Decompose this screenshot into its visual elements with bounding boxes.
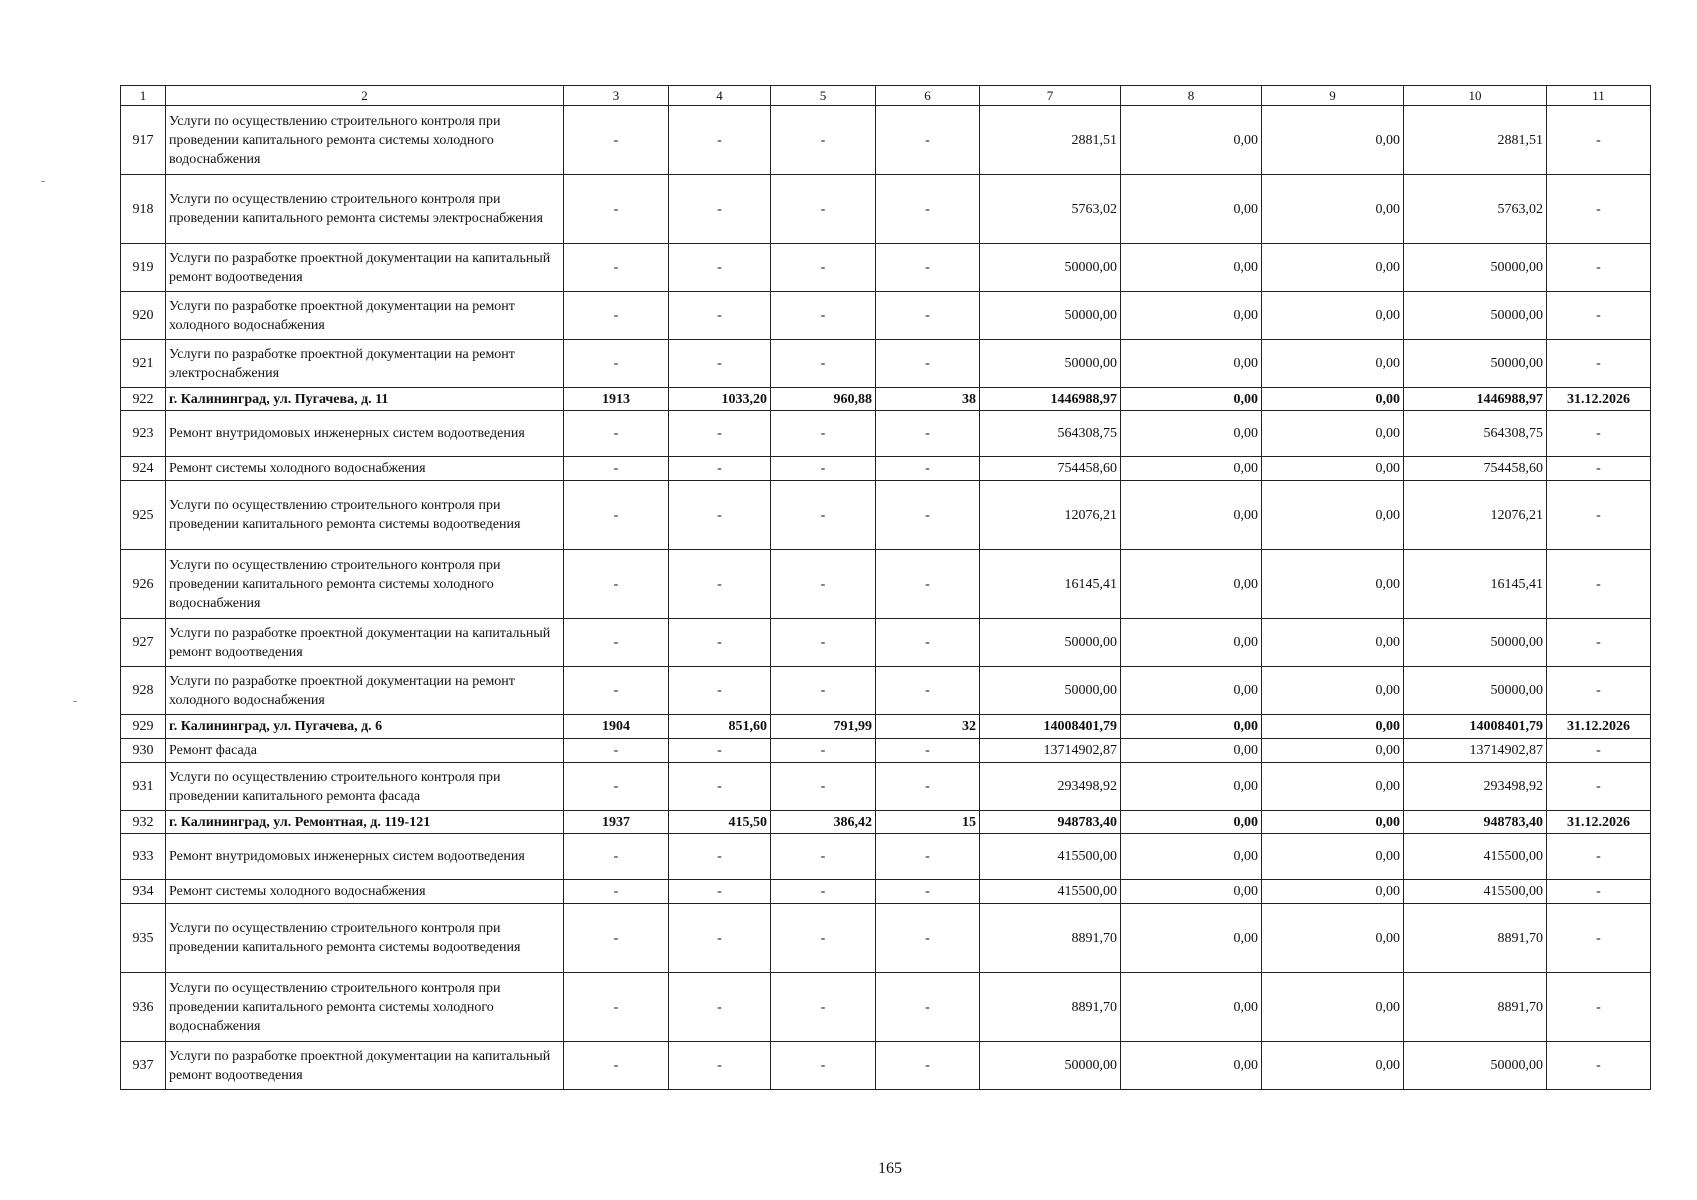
cell-col-4: - xyxy=(669,106,771,175)
cell-col-5: - xyxy=(771,340,876,388)
cell-col-10: 50000,00 xyxy=(1404,619,1547,667)
cell-col-5: - xyxy=(771,550,876,619)
work-name: Услуги по разработке проектной документации на капитальный ремонт водоотведения xyxy=(166,244,564,292)
cell-col-5: - xyxy=(771,880,876,904)
cell-col-10: 8891,70 xyxy=(1404,973,1547,1042)
cell-col-4: - xyxy=(669,481,771,550)
cell-col-10: 50000,00 xyxy=(1404,244,1547,292)
row-number: 937 xyxy=(121,1042,166,1090)
cell-col-9: 0,00 xyxy=(1262,388,1404,411)
cell-col-11: - xyxy=(1547,411,1651,457)
work-row xyxy=(121,973,1651,1042)
work-name: Услуги по осуществлению строительного контроля при проведении капитального ремонта системы водоотведения xyxy=(166,904,564,973)
cell-col-4: - xyxy=(669,739,771,763)
cell-col-4: - xyxy=(669,1042,771,1090)
cell-col-4: - xyxy=(669,834,771,880)
work-name: Услуги по осуществлению строительного контроля при проведении капитального ремонта системы холодного водоснабжения xyxy=(166,106,564,175)
cell-col-7: 564308,75 xyxy=(980,411,1121,457)
column-number: 8 xyxy=(1121,86,1262,106)
work-row xyxy=(121,834,1651,880)
cell-col-5: - xyxy=(771,667,876,715)
cell-col-9: 0,00 xyxy=(1262,811,1404,834)
cell-col-3: - xyxy=(564,973,669,1042)
cell-col-6: - xyxy=(876,739,980,763)
cell-col-7: 293498,92 xyxy=(980,763,1121,811)
cell-col-4: - xyxy=(669,880,771,904)
cell-col-7: 2881,51 xyxy=(980,106,1121,175)
cell-col-3: - xyxy=(564,739,669,763)
cell-col-5: - xyxy=(771,411,876,457)
cell-col-6: 38 xyxy=(876,388,980,411)
cell-col-7: 50000,00 xyxy=(980,1042,1121,1090)
cell-col-11: - xyxy=(1547,1042,1651,1090)
row-number: 919 xyxy=(121,244,166,292)
column-number: 3 xyxy=(564,86,669,106)
cell-col-6: - xyxy=(876,244,980,292)
cell-col-3: - xyxy=(564,175,669,244)
cell-col-5: 791,99 xyxy=(771,715,876,739)
column-number: 5 xyxy=(771,86,876,106)
work-row xyxy=(121,411,1651,457)
cell-col-5: - xyxy=(771,457,876,481)
work-name: г. Калининград, ул. Пугачева, д. 6 xyxy=(166,715,564,739)
work-name: Услуги по разработке проектной документации на капитальный ремонт водоотведения xyxy=(166,619,564,667)
cell-col-6: - xyxy=(876,175,980,244)
scan-mark xyxy=(73,701,77,702)
row-number: 936 xyxy=(121,973,166,1042)
cell-col-7: 13714902,87 xyxy=(980,739,1121,763)
row-number: 920 xyxy=(121,292,166,340)
cell-col-7: 8891,70 xyxy=(980,904,1121,973)
cell-col-4: - xyxy=(669,340,771,388)
cell-col-4: 1033,20 xyxy=(669,388,771,411)
cell-col-6: - xyxy=(876,457,980,481)
cell-col-8: 0,00 xyxy=(1121,739,1262,763)
column-number: 11 xyxy=(1547,86,1651,106)
cell-col-3: 1913 xyxy=(564,388,669,411)
work-name: Услуги по осуществлению строительного контроля при проведении капитального ремонта системы холодного водоснабжения xyxy=(166,550,564,619)
cell-col-6: - xyxy=(876,550,980,619)
row-number: 918 xyxy=(121,175,166,244)
cell-col-10: 564308,75 xyxy=(1404,411,1547,457)
work-name: Услуги по разработке проектной документации на ремонт холодного водоснабжения xyxy=(166,667,564,715)
work-name: Услуги по осуществлению строительного контроля при проведении капитального ремонта системы водоотведения xyxy=(166,481,564,550)
cell-col-3: - xyxy=(564,667,669,715)
cell-col-5: 960,88 xyxy=(771,388,876,411)
cell-col-11: - xyxy=(1547,667,1651,715)
cell-col-10: 50000,00 xyxy=(1404,292,1547,340)
work-name: Услуги по осуществлению строительного контроля при проведении капитального ремонта фасада xyxy=(166,763,564,811)
cell-col-6: - xyxy=(876,619,980,667)
address-row xyxy=(121,811,1651,834)
work-name: Ремонт системы холодного водоснабжения xyxy=(166,457,564,481)
cell-col-4: - xyxy=(669,973,771,1042)
cell-col-4: - xyxy=(669,457,771,481)
works-table xyxy=(120,85,1651,1090)
cell-col-7: 16145,41 xyxy=(980,550,1121,619)
row-number: 921 xyxy=(121,340,166,388)
cell-col-8: 0,00 xyxy=(1121,904,1262,973)
cell-col-7: 415500,00 xyxy=(980,880,1121,904)
cell-col-3: - xyxy=(564,411,669,457)
cell-col-4: 415,50 xyxy=(669,811,771,834)
work-row xyxy=(121,739,1651,763)
cell-col-6: 15 xyxy=(876,811,980,834)
work-name: Ремонт внутридомовых инженерных систем водоотведения xyxy=(166,411,564,457)
cell-col-7: 948783,40 xyxy=(980,811,1121,834)
cell-col-11: 31.12.2026 xyxy=(1547,388,1651,411)
cell-col-3: 1904 xyxy=(564,715,669,739)
cell-col-4: - xyxy=(669,175,771,244)
cell-col-11: - xyxy=(1547,619,1651,667)
cell-col-9: 0,00 xyxy=(1262,880,1404,904)
cell-col-10: 8891,70 xyxy=(1404,904,1547,973)
cell-col-8: 0,00 xyxy=(1121,411,1262,457)
work-row xyxy=(121,550,1651,619)
cell-col-5: - xyxy=(771,244,876,292)
cell-col-8: 0,00 xyxy=(1121,880,1262,904)
work-name: Услуги по разработке проектной документации на ремонт холодного водоснабжения xyxy=(166,292,564,340)
cell-col-5: - xyxy=(771,292,876,340)
cell-col-3: - xyxy=(564,340,669,388)
page-number: 165 xyxy=(878,1160,902,1177)
cell-col-6: - xyxy=(876,292,980,340)
work-row xyxy=(121,340,1651,388)
cell-col-4: - xyxy=(669,667,771,715)
work-name: Услуги по осуществлению строительного контроля при проведении капитального ремонта системы электроснабжения xyxy=(166,175,564,244)
cell-col-6: - xyxy=(876,763,980,811)
cell-col-6: - xyxy=(876,340,980,388)
cell-col-10: 293498,92 xyxy=(1404,763,1547,811)
row-number: 927 xyxy=(121,619,166,667)
column-number: 1 xyxy=(121,86,166,106)
cell-col-7: 415500,00 xyxy=(980,834,1121,880)
cell-col-5: - xyxy=(771,106,876,175)
table-body xyxy=(121,86,1651,1090)
cell-col-4: - xyxy=(669,292,771,340)
work-row xyxy=(121,667,1651,715)
work-name: г. Калининград, ул. Пугачева, д. 11 xyxy=(166,388,564,411)
column-number: 9 xyxy=(1262,86,1404,106)
work-name: Ремонт внутридомовых инженерных систем водоотведения xyxy=(166,834,564,880)
cell-col-7: 5763,02 xyxy=(980,175,1121,244)
cell-col-11: - xyxy=(1547,739,1651,763)
work-row xyxy=(121,457,1651,481)
row-number: 924 xyxy=(121,457,166,481)
cell-col-10: 16145,41 xyxy=(1404,550,1547,619)
cell-col-7: 12076,21 xyxy=(980,481,1121,550)
row-number: 928 xyxy=(121,667,166,715)
cell-col-9: 0,00 xyxy=(1262,763,1404,811)
cell-col-11: - xyxy=(1547,904,1651,973)
column-number: 2 xyxy=(166,86,564,106)
cell-col-7: 754458,60 xyxy=(980,457,1121,481)
work-name: Ремонт фасада xyxy=(166,739,564,763)
cell-col-7: 8891,70 xyxy=(980,973,1121,1042)
work-row xyxy=(121,880,1651,904)
work-name: Услуги по разработке проектной документации на ремонт электроснабжения xyxy=(166,340,564,388)
cell-col-6: - xyxy=(876,106,980,175)
cell-col-11: - xyxy=(1547,880,1651,904)
cell-col-6: - xyxy=(876,667,980,715)
cell-col-9: 0,00 xyxy=(1262,550,1404,619)
cell-col-6: - xyxy=(876,411,980,457)
cell-col-10: 12076,21 xyxy=(1404,481,1547,550)
work-row xyxy=(121,619,1651,667)
cell-col-11: - xyxy=(1547,292,1651,340)
cell-col-3: - xyxy=(564,481,669,550)
row-number: 929 xyxy=(121,715,166,739)
cell-col-8: 0,00 xyxy=(1121,106,1262,175)
cell-col-4: - xyxy=(669,244,771,292)
row-number: 925 xyxy=(121,481,166,550)
cell-col-8: 0,00 xyxy=(1121,292,1262,340)
work-name: г. Калининград, ул. Ремонтная, д. 119-121 xyxy=(166,811,564,834)
row-number: 935 xyxy=(121,904,166,973)
cell-col-6: - xyxy=(876,834,980,880)
cell-col-5: - xyxy=(771,175,876,244)
cell-col-3: - xyxy=(564,550,669,619)
work-row xyxy=(121,481,1651,550)
column-number: 7 xyxy=(980,86,1121,106)
cell-col-5: - xyxy=(771,739,876,763)
cell-col-11: 31.12.2026 xyxy=(1547,715,1651,739)
cell-col-9: 0,00 xyxy=(1262,292,1404,340)
cell-col-6: - xyxy=(876,973,980,1042)
work-row xyxy=(121,244,1651,292)
cell-col-8: 0,00 xyxy=(1121,481,1262,550)
cell-col-9: 0,00 xyxy=(1262,411,1404,457)
cell-col-4: - xyxy=(669,904,771,973)
cell-col-6: - xyxy=(876,880,980,904)
cell-col-6: 32 xyxy=(876,715,980,739)
cell-col-3: - xyxy=(564,292,669,340)
row-number: 931 xyxy=(121,763,166,811)
cell-col-11: - xyxy=(1547,550,1651,619)
cell-col-3: - xyxy=(564,619,669,667)
work-name: Услуги по осуществлению строительного контроля при проведении капитального ремонта системы холодного водоснабжения xyxy=(166,973,564,1042)
cell-col-4: - xyxy=(669,550,771,619)
cell-col-11: - xyxy=(1547,244,1651,292)
cell-col-7: 50000,00 xyxy=(980,619,1121,667)
cell-col-3: - xyxy=(564,1042,669,1090)
column-number: 6 xyxy=(876,86,980,106)
cell-col-9: 0,00 xyxy=(1262,244,1404,292)
work-name: Услуги по разработке проектной документации на капитальный ремонт водоотведения xyxy=(166,1042,564,1090)
row-number: 923 xyxy=(121,411,166,457)
cell-col-8: 0,00 xyxy=(1121,457,1262,481)
cell-col-10: 50000,00 xyxy=(1404,1042,1547,1090)
column-number-row xyxy=(121,86,1651,106)
work-row xyxy=(121,106,1651,175)
cell-col-4: - xyxy=(669,619,771,667)
cell-col-7: 50000,00 xyxy=(980,340,1121,388)
cell-col-6: - xyxy=(876,481,980,550)
scan-mark xyxy=(41,181,45,182)
address-row xyxy=(121,388,1651,411)
cell-col-10: 1446988,97 xyxy=(1404,388,1547,411)
work-row xyxy=(121,175,1651,244)
cell-col-11: - xyxy=(1547,175,1651,244)
cell-col-11: - xyxy=(1547,457,1651,481)
work-name: Ремонт системы холодного водоснабжения xyxy=(166,880,564,904)
column-number: 4 xyxy=(669,86,771,106)
cell-col-3: - xyxy=(564,880,669,904)
cell-col-11: 31.12.2026 xyxy=(1547,811,1651,834)
cell-col-9: 0,00 xyxy=(1262,834,1404,880)
cell-col-9: 0,00 xyxy=(1262,667,1404,715)
cell-col-8: 0,00 xyxy=(1121,973,1262,1042)
cell-col-8: 0,00 xyxy=(1121,619,1262,667)
cell-col-9: 0,00 xyxy=(1262,175,1404,244)
cell-col-3: - xyxy=(564,244,669,292)
row-number: 926 xyxy=(121,550,166,619)
cell-col-10: 50000,00 xyxy=(1404,667,1547,715)
cell-col-8: 0,00 xyxy=(1121,834,1262,880)
cell-col-8: 0,00 xyxy=(1121,244,1262,292)
cell-col-7: 50000,00 xyxy=(980,667,1121,715)
work-row xyxy=(121,763,1651,811)
cell-col-7: 50000,00 xyxy=(980,292,1121,340)
cell-col-5: 386,42 xyxy=(771,811,876,834)
cell-col-9: 0,00 xyxy=(1262,457,1404,481)
cell-col-7: 50000,00 xyxy=(980,244,1121,292)
cell-col-8: 0,00 xyxy=(1121,667,1262,715)
cell-col-11: - xyxy=(1547,106,1651,175)
row-number: 930 xyxy=(121,739,166,763)
cell-col-5: - xyxy=(771,904,876,973)
cell-col-10: 415500,00 xyxy=(1404,880,1547,904)
cell-col-3: - xyxy=(564,106,669,175)
cell-col-10: 2881,51 xyxy=(1404,106,1547,175)
cell-col-10: 415500,00 xyxy=(1404,834,1547,880)
cell-col-11: - xyxy=(1547,763,1651,811)
cell-col-3: 1937 xyxy=(564,811,669,834)
row-number: 917 xyxy=(121,106,166,175)
cell-col-10: 50000,00 xyxy=(1404,340,1547,388)
cell-col-10: 948783,40 xyxy=(1404,811,1547,834)
cell-col-10: 754458,60 xyxy=(1404,457,1547,481)
cell-col-9: 0,00 xyxy=(1262,340,1404,388)
row-number: 934 xyxy=(121,880,166,904)
cell-col-3: - xyxy=(564,457,669,481)
cell-col-8: 0,00 xyxy=(1121,340,1262,388)
cell-col-8: 0,00 xyxy=(1121,763,1262,811)
cell-col-11: - xyxy=(1547,834,1651,880)
cell-col-9: 0,00 xyxy=(1262,619,1404,667)
cell-col-6: - xyxy=(876,1042,980,1090)
cell-col-5: - xyxy=(771,481,876,550)
cell-col-9: 0,00 xyxy=(1262,904,1404,973)
cell-col-4: - xyxy=(669,763,771,811)
cell-col-7: 1446988,97 xyxy=(980,388,1121,411)
cell-col-3: - xyxy=(564,834,669,880)
cell-col-8: 0,00 xyxy=(1121,1042,1262,1090)
cell-col-4: 851,60 xyxy=(669,715,771,739)
cell-col-9: 0,00 xyxy=(1262,973,1404,1042)
cell-col-9: 0,00 xyxy=(1262,106,1404,175)
cell-col-3: - xyxy=(564,763,669,811)
cell-col-9: 0,00 xyxy=(1262,715,1404,739)
cell-col-7: 14008401,79 xyxy=(980,715,1121,739)
cell-col-11: - xyxy=(1547,973,1651,1042)
cell-col-9: 0,00 xyxy=(1262,481,1404,550)
cell-col-8: 0,00 xyxy=(1121,811,1262,834)
cell-col-5: - xyxy=(771,1042,876,1090)
row-number: 932 xyxy=(121,811,166,834)
cell-col-10: 13714902,87 xyxy=(1404,739,1547,763)
cell-col-6: - xyxy=(876,904,980,973)
address-row xyxy=(121,715,1651,739)
cell-col-4: - xyxy=(669,411,771,457)
work-row xyxy=(121,1042,1651,1090)
cell-col-5: - xyxy=(771,834,876,880)
work-row xyxy=(121,292,1651,340)
cell-col-5: - xyxy=(771,973,876,1042)
cell-col-11: - xyxy=(1547,340,1651,388)
cell-col-10: 5763,02 xyxy=(1404,175,1547,244)
cell-col-5: - xyxy=(771,619,876,667)
cell-col-8: 0,00 xyxy=(1121,550,1262,619)
cell-col-8: 0,00 xyxy=(1121,388,1262,411)
cell-col-8: 0,00 xyxy=(1121,715,1262,739)
column-number: 10 xyxy=(1404,86,1547,106)
cell-col-3: - xyxy=(564,904,669,973)
row-number: 922 xyxy=(121,388,166,411)
cell-col-8: 0,00 xyxy=(1121,175,1262,244)
row-number: 933 xyxy=(121,834,166,880)
work-row xyxy=(121,904,1651,973)
cell-col-10: 14008401,79 xyxy=(1404,715,1547,739)
cell-col-9: 0,00 xyxy=(1262,1042,1404,1090)
cell-col-11: - xyxy=(1547,481,1651,550)
cell-col-5: - xyxy=(771,763,876,811)
cell-col-9: 0,00 xyxy=(1262,739,1404,763)
